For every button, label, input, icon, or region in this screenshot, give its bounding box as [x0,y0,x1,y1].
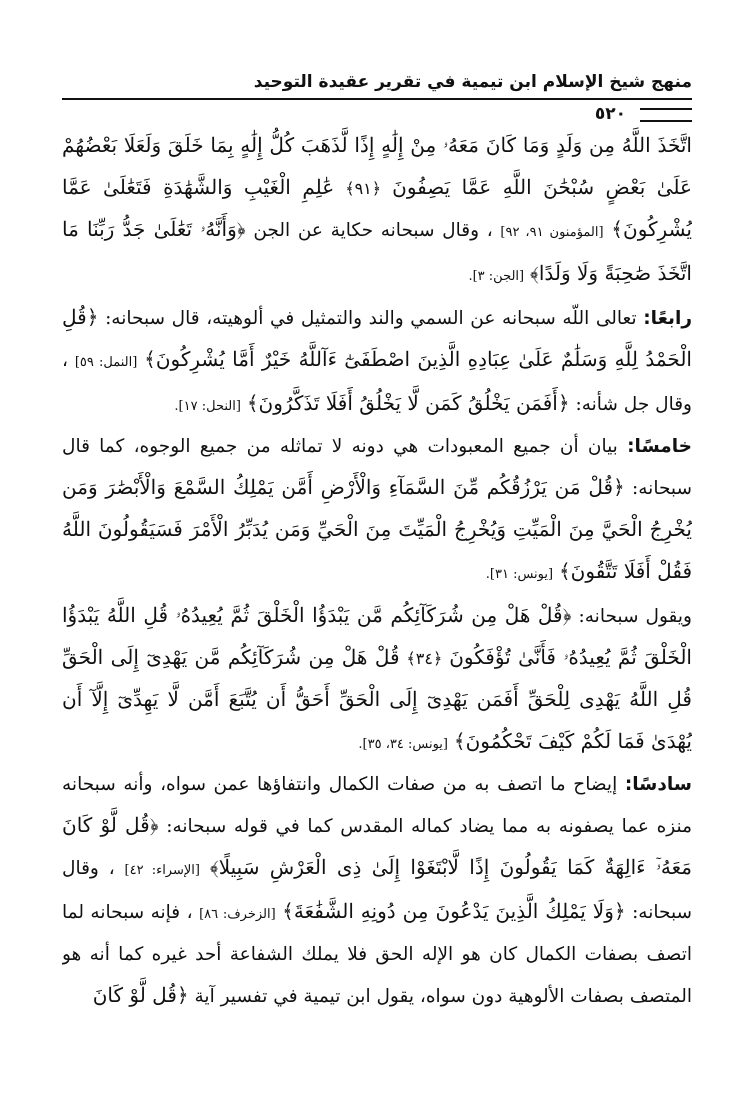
quran-text: ﴿قُلْ هَلْ مِن شُرَكَآئِكُم مَّن يَبْدَؤُا الْخَلْقَ ثُمَّ يُعِيدُهُۥ قُلِ اللَّهُ يَبْدَؤُا الْخَلْقَ ثُمَّ يُعِيدُهُۥ فَأَنَّىٰ تُؤْفَكُونَ [62,603,692,669]
verse-reference: [النحل: ١٧]. [174,399,241,414]
quran-text: عَٰلِمِ الْغَيْبِ وَالشَّهَٰدَةِ فَتَعَٰلَىٰ عَمَّا يُشْرِكُونَ﴾ [62,175,692,241]
quran-text: ﴿قُل لَّوْ كَانَ مَعَهُۥٓ ءَالِهَةٌ كَمَا يَقُولُونَ إِذًا لَّابْتَغَوْا إِلَىٰ ذِى الْعَرْشِ سَبِيلًا﴾ [62,813,692,879]
quran-text: ﴿قُلْ مَن يَرْزُقُكُم مِّنَ السَّمَآءِ وَالْأَرْضِ أَمَّن يَمْلِكُ السَّمْعَ وَالْأَبْصَٰرَ وَمَن يُخْرِجُ الْحَيَّ مِنَ الْمَيِّتِ وَيُخْرِجُ الْمَيِّتَ مِنَ الْحَيِّ وَمَن يُدَبِّرُ الْأَمْرَ فَسَيَقُولُونَ اللَّهُ فَقُلْ أَفَلَا تَتَّقُونَ﴾ [62,475,692,583]
quran-text: ﴿وَلَا يَمْلِكُ الَّذِينَ يَدْعُونَ مِن دُونِهِ الشَّفَٰعَةَ﴾ [282,899,626,923]
verse-reference: [المؤمنون ٩١، ٩٢] [500,225,604,240]
verse-reference: [الجن: ٣]. [468,269,525,284]
quran-text: ﴿قُل لَّوْ كَانَ [92,983,189,1007]
running-title: منهج شيخ الإسلام ابن تيمية في تقرير عقيدة التوحيد [253,72,692,92]
paragraph [62,297,692,427]
paragraph [62,765,692,1017]
verse-number-marker: ﴿٩١﴾ [345,179,382,198]
page-number-ornament [640,108,692,122]
verse-reference: [النمل: ٥٩] [74,355,138,370]
quran-text: قُلْ هَلْ مِن شُرَكَآئِكُم مَّن يَهْدِىٓ إِلَى الْحَقِّ قُلِ اللَّهُ يَهْدِى لِلْحَقِّ أَفَمَن يَهْدِىٓ إِلَى الْحَقِّ أَحَقُّ أَن يُتَّبَعَ أَمَّن لَّا يَهِدِّىٓ إِلَّآ أَن يُهْدَىٰ فَمَا لَكُمْ كَيْفَ تَحْكُمُونَ﴾ [62,645,692,753]
body-text: تعالى اللّه سبحانه عن السمي والند والتمثيل في ألوهيته، قال سبحانه: [105,308,637,329]
body-text: ، وقال سبحانه حكاية عن الجن [253,220,493,241]
quran-text: ﴿وَأَنَّهُۥ تَعَٰلَىٰ جَدُّ رَبِّنَا مَا اتَّخَذَ صَٰحِبَةً وَلَا وَلَدًا﴾ [62,217,692,285]
verse-reference: [الزخرف: ٨٦] [199,907,276,922]
paragraph [62,595,692,765]
quran-text: ﴿قُلِ الْحَمْدُ لِلَّهِ وَسَلَٰمٌ عَلَىٰ عِبَادِهِ الَّذِينَ اصْطَفَىٰٓ ءَآللَّهُ خَيْرٌ أَمَّا يُشْرِكُونَ﴾ [62,305,692,371]
section-label: سادسًا: [624,774,692,795]
body-text: ، فإنه سبحانه لما اتصف بصفات الكمال كان هو الإله الحق فلا يملك الشفاعة أحد غيره كما أنه هو المتصف بصفات الألوهية دون سواه، يقول ابن تيمية في تفسير آية [62,902,692,1007]
page-header [62,62,692,122]
section-label: رابعًا: [643,308,692,329]
paragraph [62,427,692,595]
quran-text: اتَّخَذَ اللَّهُ مِن وَلَدٍ وَمَا كَانَ مَعَهُۥ مِنْ إِلَٰهٍ إِذًا لَّذَهَبَ كُلُّ إِلَٰهٍ بِمَا خَلَقَ وَلَعَلَا بَعْضُهُمْ عَلَىٰ بَعْضٍ سُبْحَٰنَ اللَّهِ عَمَّا يَصِفُونَ [62,133,692,199]
header-rule [62,98,692,100]
verse-number-marker: ﴿٣٤﴾ [406,649,443,668]
verse-reference: [الإسراء: ٤٢] [124,863,200,878]
body-text: بيان أن جميع المعبودات هي دونه لا تماثله من جميع الوجوه، كما قال سبحانه: [62,436,692,499]
body-text: ، وقال جل شأنه: [62,350,692,415]
section-label: خامسًا: [627,436,692,457]
verse-reference: [يونس: ٣٤، ٣٥]. [358,737,448,752]
page-body [62,125,692,1085]
body-text: ، وقال سبحانه: [62,858,692,923]
quran-text: ﴿أَفَمَن يَخْلُقُ كَمَن لَّا يَخْلُقُ أَفَلَا تَذَكَّرُونَ﴾ [246,391,570,415]
body-text: إيضاح ما اتصف به من صفات الكمال وانتفاؤها عمن سواه، وأنه سبحانه منزه عما يصفونه به مما يضاد كماله المقدس كما في قوله سبحانه: [62,774,692,837]
verse-reference: [يونس: ٣١]. [485,567,554,582]
page-number: ٥٢٠ [594,104,626,124]
body-text: ويقول سبحانه: [578,606,692,627]
paragraph [62,125,692,297]
